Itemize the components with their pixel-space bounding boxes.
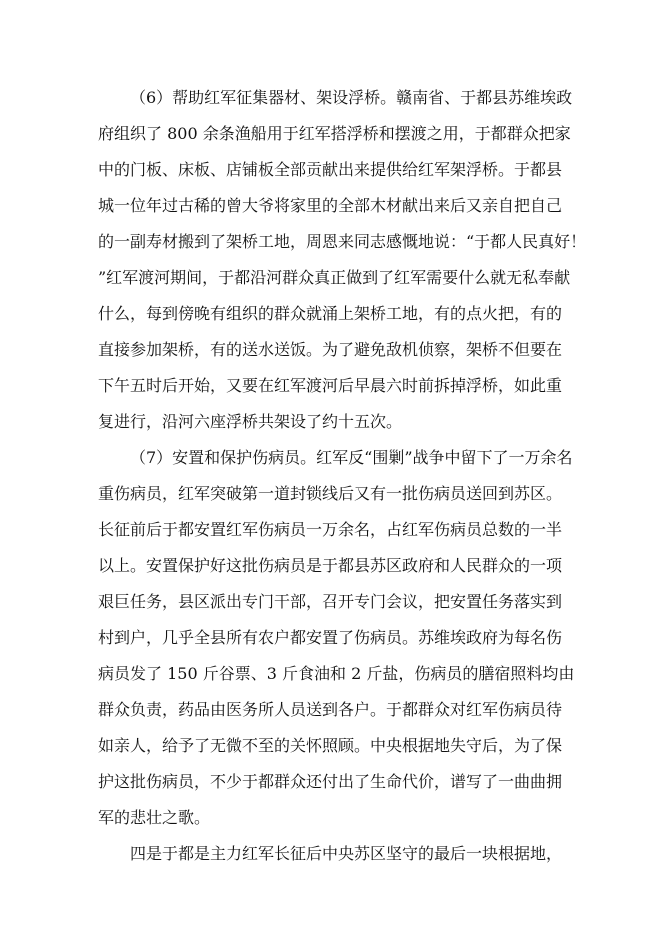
paragraph-6-line-6: ”红军渡河期间，于都沿河群众真正做到了红军需要什么就无私奉献 xyxy=(98,268,571,287)
paragraph-6-line-5: 的一副寿材搬到了架桥工地，周恩来同志感慨地说：“于都人民真好！ xyxy=(98,232,587,251)
paragraph-6-line-10: 复进行，沿河六座浮桥共架设了约十五次。 xyxy=(98,412,403,431)
paragraph-7-line-8: 群众负责，药品由医务所人员送到各户。于都群众对红军伤病员待 xyxy=(98,700,563,719)
paragraph-6-line-2: 府组织了 800 余条渔船用于红军搭浮桥和摆渡之用，于都群众把家 xyxy=(98,124,571,143)
paragraph-7-line-11: 军的悲壮之歌。 xyxy=(98,808,211,827)
paragraph-6-line-3: 中的门板、床板、店铺板全部贡献出来提供给红军架浮桥。于都县 xyxy=(98,160,563,179)
paragraph-7-line-3: 长征前后于都安置红军伤病员一万余名，占红军伤病员总数的一半 xyxy=(98,520,563,539)
paragraph-7-line-1: （7）安置和保护伤病员。红军反“围剿”战争中留下了一万余名 xyxy=(130,448,573,467)
paragraph-6-line-8: 直接参加架桥，有的送水送饭。为了避免敌机侦察，架桥不但要在 xyxy=(98,340,563,359)
paragraph-7-line-9: 如亲人，给予了无微不至的关怀照顾。中央根据地失守后，为了保 xyxy=(98,736,563,755)
paragraph-6-line-9: 下午五时后开始，又要在红军渡河后早晨六时前拆掉浮桥，如此重 xyxy=(98,376,563,395)
paragraph-4-line-1: 四是于都是主力红军长征后中央苏区坚守的最后一块根据地， xyxy=(130,844,563,863)
paragraph-6-line-7: 什么，每到傍晚有组织的群众就涌上架桥工地，有的点火把，有的 xyxy=(98,304,563,323)
paragraph-7-line-10: 护这批伤病员，不少于都群众还付出了生命代价，谱写了一曲曲拥 xyxy=(98,772,563,791)
paragraph-7-line-6: 村到户，几乎全县所有农户都安置了伤病员。苏维埃政府为每名伤 xyxy=(98,628,563,647)
paragraph-6-line-4: 城一位年过古稀的曾大爷将家里的全部木材献出来后又亲自把自己 xyxy=(98,196,563,215)
paragraph-7-line-7: 病员发了 150 斤谷票、3 斤食油和 2 斤盐，伤病员的膳宿照料均由 xyxy=(98,664,575,683)
paragraph-7-line-2: 重伤病员，红军突破第一道封锁线后又有一批伤病员送回到苏区。 xyxy=(98,484,563,503)
paragraph-7-line-4: 以上。安置保护好这批伤病员是于都县苏区政府和人民群众的一项 xyxy=(98,556,563,575)
paragraph-6-line-1: （6）帮助红军征集器材、架设浮桥。赣南省、于都县苏维埃政 xyxy=(130,88,573,107)
paragraph-7-line-5: 艰巨任务，县区派出专门干部，召开专门会议，把安置任务落实到 xyxy=(98,592,563,611)
